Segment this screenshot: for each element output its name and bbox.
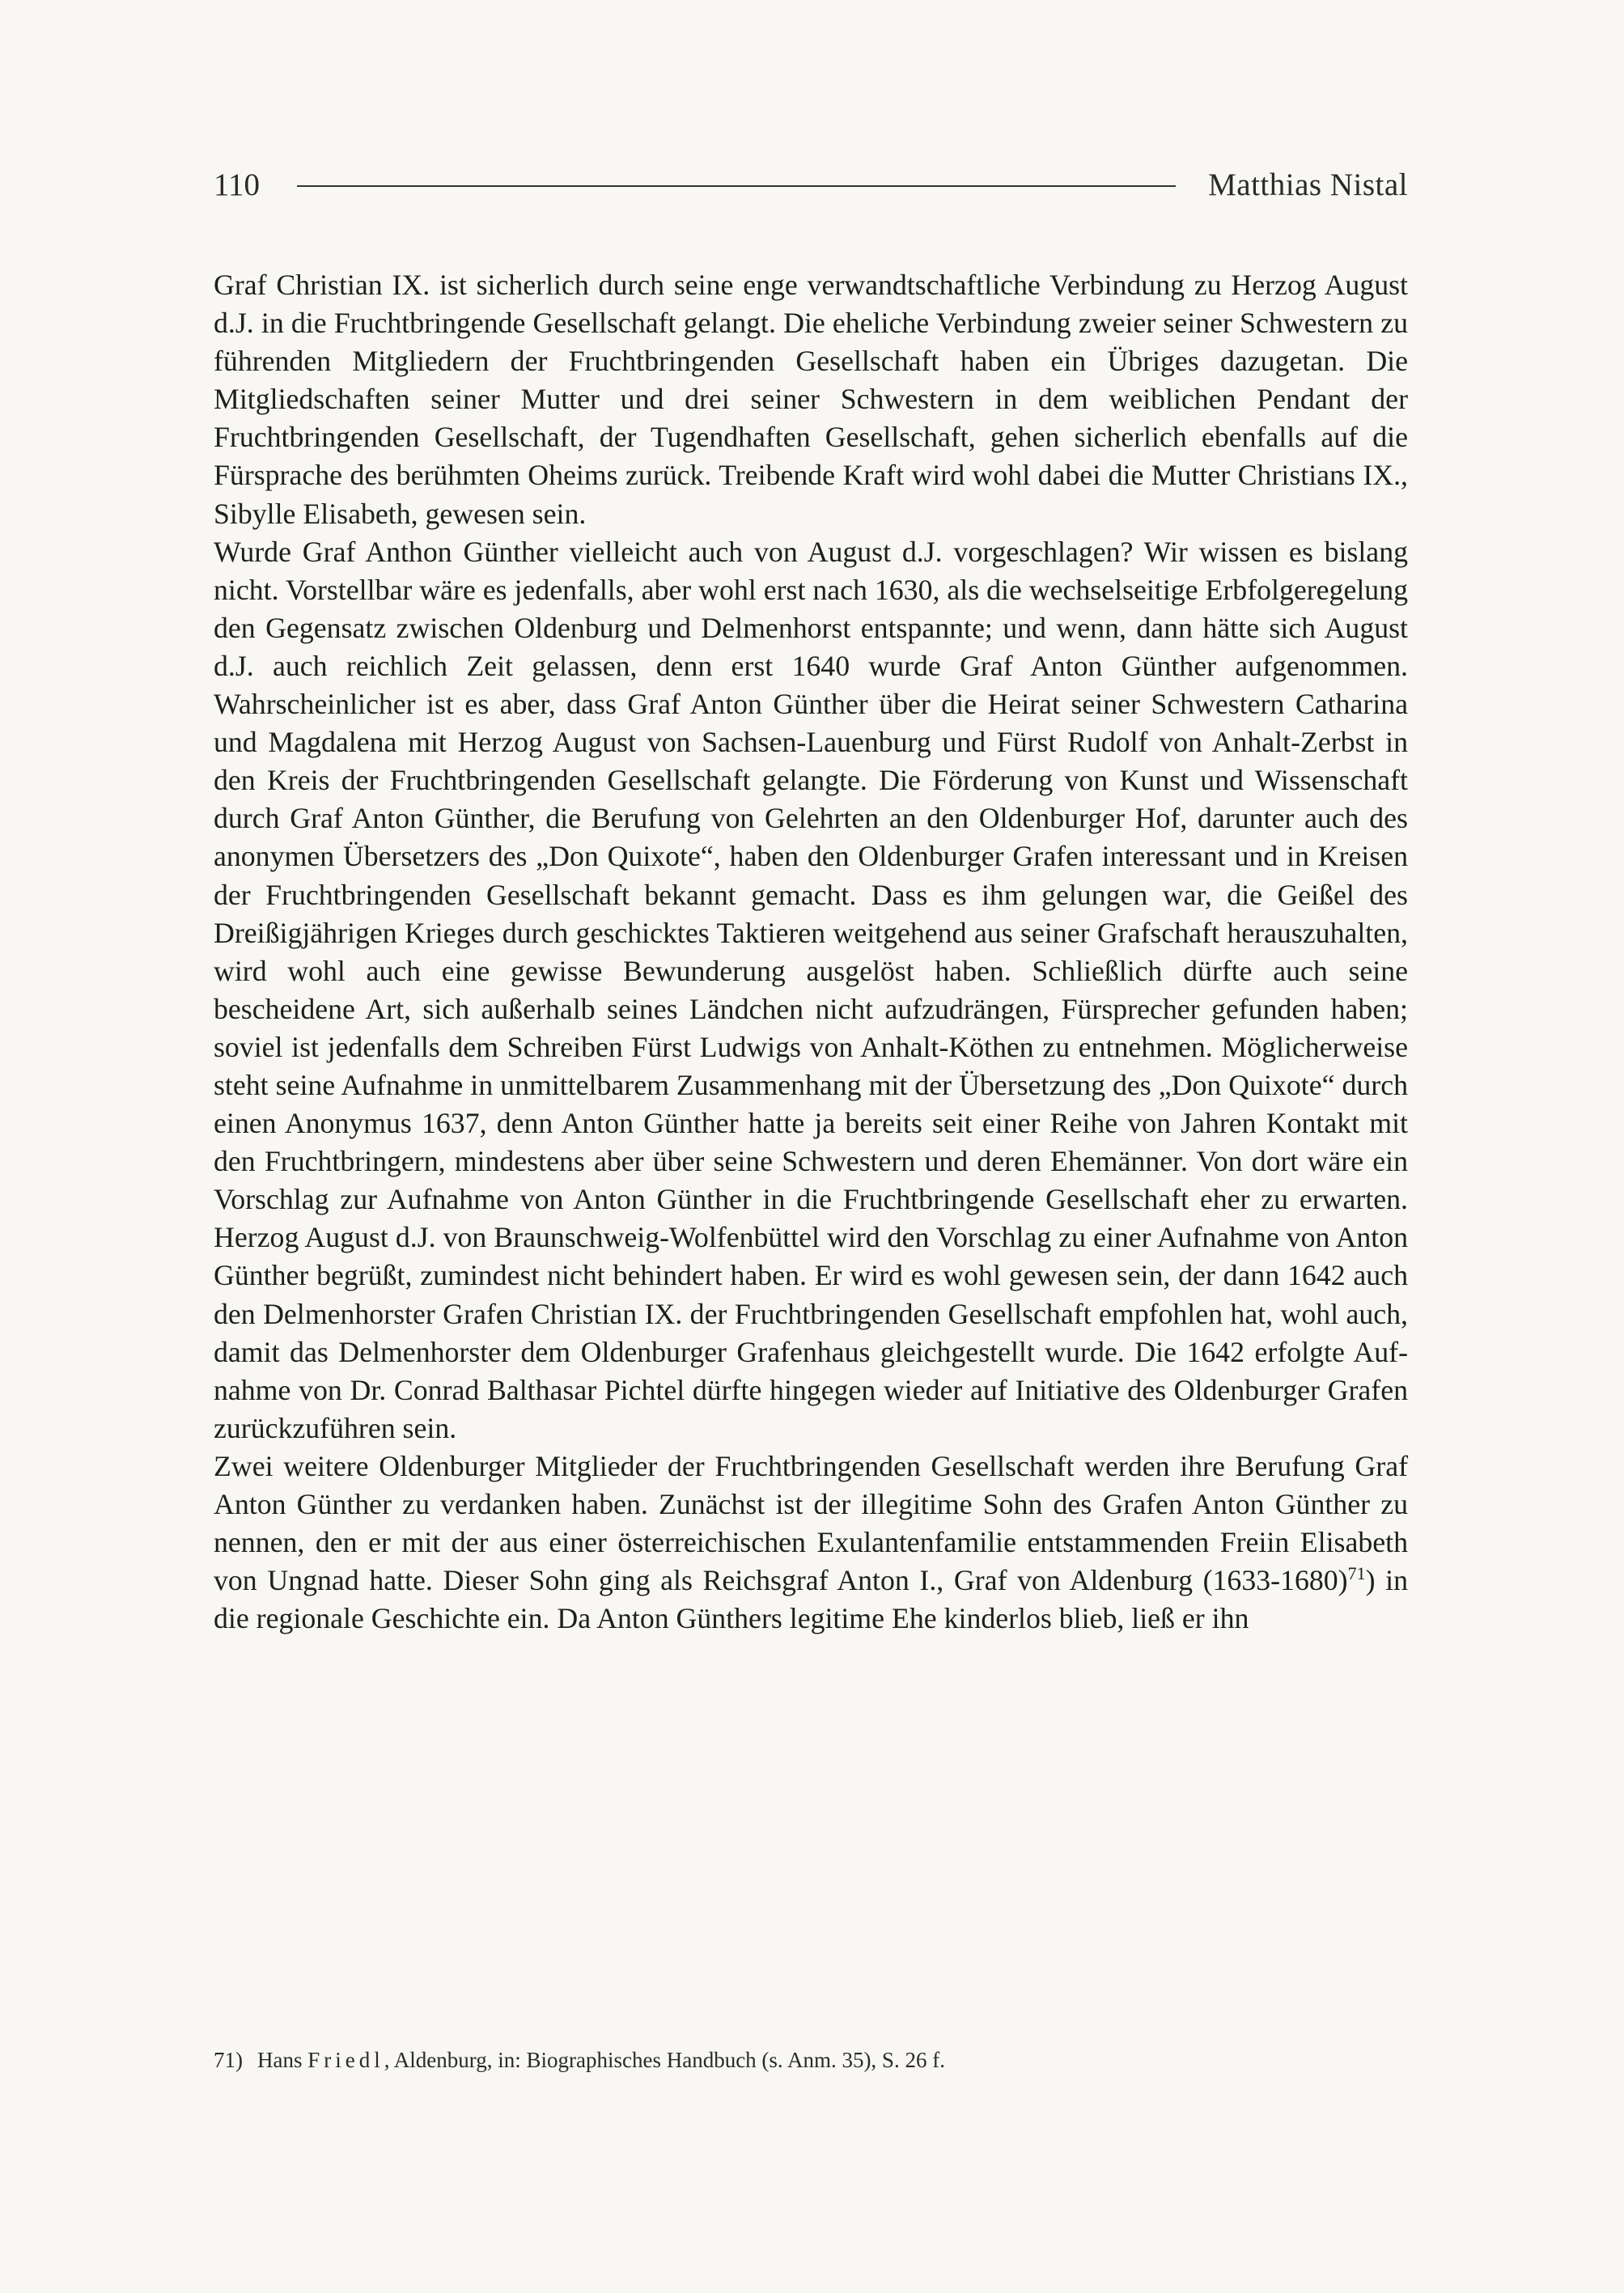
footnote-number: 71)	[214, 2048, 243, 2072]
running-head-author: Matthias Nistal	[1208, 167, 1408, 202]
main-text	[214, 266, 1408, 1638]
footnote-reference: 71	[1347, 1563, 1366, 1584]
footnotes	[214, 2045, 1408, 2075]
paragraph: Wurde Graf Anthon Günther vielleicht auch von August d.J. vorgeschlagen? Wir wissen es bislang nicht. Vorstellbar wäre es jedenfalls, aber wohl erst nach 1630, als die wechselseitige Erbfolgeregelung den Gegensatz zwischen Oldenburg und Delmenhorst entspannte; und wenn, dann hätte sich August d.J. auch reichlich Zeit gelassen, denn erst 1640 wurde Graf Anton Günther aufgenommen. Wahrscheinlicher ist es aber, dass Graf Anton Günther über die Heirat seiner Schwestern Catharina und Magdalena mit Herzog August von Sachsen-Lauenburg und Fürst Rudolf von Anhalt-Zerbst in den Kreis der Fruchtbringenden Gesellschaft gelangte. Die Förderung von Kunst und Wissenschaft durch Graf Anton Günther, die Berufung von Gelehrten an den Oldenburger Hof, darunter auch des anonymen Übersetzers des „Don Quixote“, haben den Oldenburger Grafen interessant und in Kreisen der Fruchtbringenden Gesellschaft bekannt gemacht. Dass es ihm gelungen war, die Geißel des Dreißigjährigen Krieges durch geschicktes Taktieren weitgehend aus seiner Grafschaft herauszuhalten, wird wohl auch eine gewisse Bewunderung ausgelöst haben. Schließlich dürfte auch seine bescheidene Art, sich außerhalb seines Ländchen nicht aufzudrängen, Fürsprecher gefunden haben; soviel ist jedenfalls dem Schreiben Fürst Ludwigs von Anhalt-Köthen zu entnehmen. Möglicherweise steht seine Aufnahme in unmittelbarem Zusammenhang mit der Übersetzung des „Don Quixote“ durch einen Anonymus 1637, denn Anton Günther hatte ja bereits seit einer Reihe von Jahren Kontakt mit den Fruchtbringern, mindestens aber über seine Schwestern und deren Ehemänner. Von dort wäre ein Vorschlag zur Aufnahme von Anton Günther in die Fruchtbringende Gesellschaft eher zu erwarten. Herzog August d.J. von Braunschweig-Wolfenbüttel wird den Vorschlag zu einer Aufnahme von Anton Günther begrüßt, zumindest nicht behindert haben. Er wird es wohl gewesen sein, der dann 1642 auch den Delmenhorster Grafen Christian IX. der Fruchtbringenden Gesellschaft empfohlen hat, wohl auch, damit das Delmenhorster dem Oldenburger Grafenhaus gleichgestellt wurde. Die 1642 erfolgte Aufnahme von Dr. Conrad Balthasar Pichtel dürfte hingegen wieder auf Initiative des Oldenburger Grafen zurückzuführen sein.	[214, 535, 1408, 1444]
footnote-text: , Aldenburg, in: Biographisches Handbuch (s. Anm. 35), S. 26 f.	[384, 2048, 945, 2072]
header-rule	[297, 185, 1176, 187]
paragraph: Graf Christian IX. ist sicherlich durch seine enge verwandtschaftliche Verbindung zu Herzog August d.J. in die Fruchtbringende Gesellschaft gelangt. Die eheliche Verbindung zweier seiner Schwestern zu führenden Mitgliedern der Fruchtbringenden Gesellschaft haben ein Übriges dazugetan. Die Mitgliedschaften seiner Mutter und drei seiner Schwestern in dem weiblichen Pendant der Fruchtbringenden Gesellschaft, der Tugendhaften Gesellschaft, gehen sicherlich ebenfalls auf die Fürsprache des berühmten Oheims zurück. Treibende Kraft wird wohl dabei die Mutter Christians IX., Sibylle Elisabeth, gewesen sein.	[214, 269, 1408, 530]
paragraph-text: Zwei weitere Oldenburger Mitglieder der Fruchtbringenden Gesellschaft werden ihre Berufung Graf Anton Günther zu verdanken haben. Zunächst ist der illegitime Sohn des Grafen Anton Günther zu nennen, den er mit der aus einer österreichischen Exulantenfamilie entstammenden Freiin Elisabeth von Ungnad hatte. Dieser Sohn ging als Reichsgraf Anton I., Graf von Aldenburg (1633-1680)	[214, 1449, 1408, 1597]
footnote-author-first: Hans	[257, 2048, 303, 2072]
footnote	[214, 2045, 1408, 2075]
page-number: 110	[214, 167, 261, 202]
footnote-author-last: Friedl	[307, 2048, 384, 2072]
paragraph	[214, 1447, 1408, 1638]
running-head	[214, 160, 1408, 209]
paragraph-text: ) in die regionale Geschichte ein. Da Anton Günthers legitime Ehe kinderlos blieb, ließ er ihn	[214, 1564, 1408, 1635]
